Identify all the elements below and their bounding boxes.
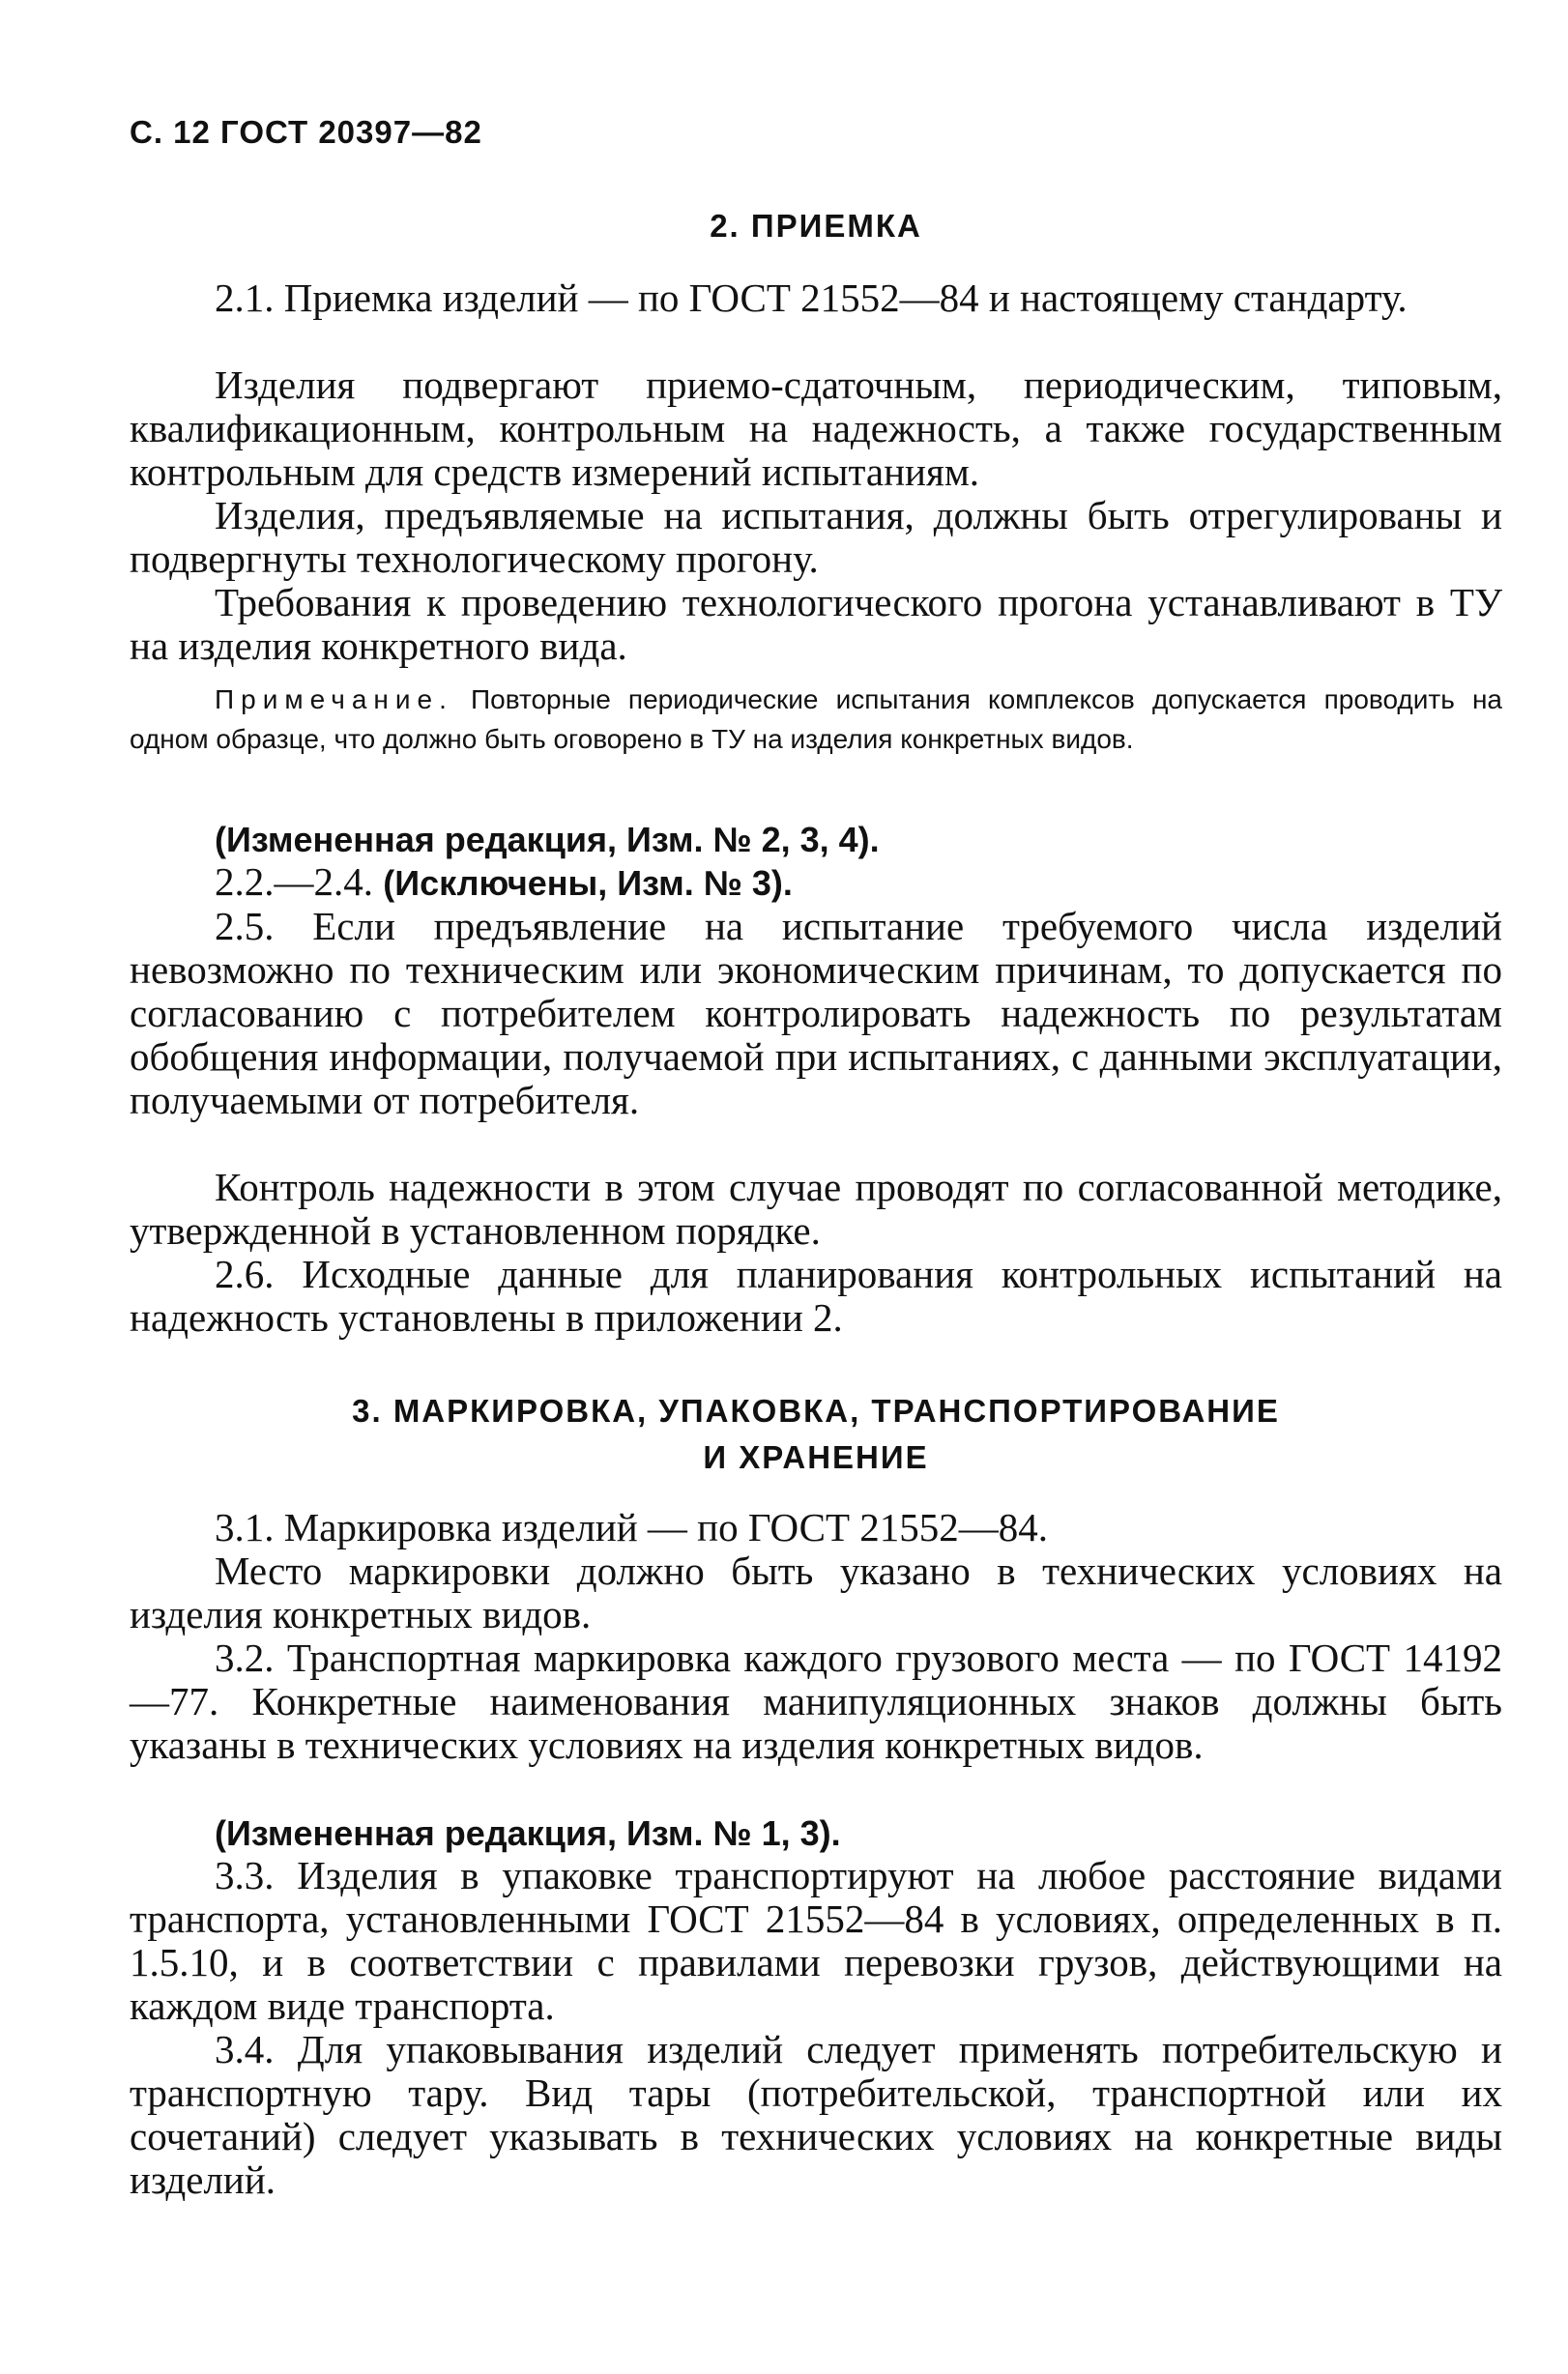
note-text: Повторные периодические испытания комплексов допускается проводить на одном образце, что должно быть оговорено в ТУ на изделия конкретных видов. — [130, 684, 1502, 754]
note-block — [130, 680, 1502, 759]
paragraph-2-5-method: Контроль надежности в этом случае проводят по согласованной методике, утвержденной в установленном порядке. — [130, 1165, 1502, 1253]
paragraph-3-3: 3.3. Изделия в упаковке транспортируют на любое расстояние видами транспорта, установленными ГОСТ 21552—84 в условиях, определенных в п. 1.5.10, и в соответствии с правилами перевозки грузов, действующими на каждом виде транспорта. — [130, 1853, 1502, 2028]
amended-note-1: (Измененная редакция, Изм. № 2, 3, 4). — [215, 820, 880, 859]
paragraph-2-1-adjust: Изделия, предъявляемые на испытания, должны быть отрегулированы и подвергнуты технологическому прогону. — [130, 493, 1502, 581]
paragraph-number: 2.2.—2.4. — [215, 859, 373, 904]
paragraph-2-1: 2.1. Приемка изделий — по ГОСТ 21552—84 и настоящему стандарту. — [215, 275, 1408, 320]
section-3-title-line-2: И ХРАНЕНИЕ — [703, 1439, 929, 1475]
paragraph-3-1: 3.1. Маркировка изделий — по ГОСТ 21552—84. — [215, 1505, 1049, 1549]
section-3-title-line-1: 3. МАРКИРОВКА, УПАКОВКА, ТРАНСПОРТИРОВАНИЕ — [352, 1393, 1280, 1429]
paragraph-3-1-location: Место маркировки должно быть указано в технических условиях на изделия конкретных видов. — [130, 1549, 1502, 1636]
paragraph-2-5: 2.5. Если предъявление на испытание требуемого числа изделий невозможно по техническим или экономическим причинам, то допускается по согласованию с потребителем контролировать надежность по результатам обобщения информации, получаемой при испытаниях, с данными эксплуатации, получаемыми от потребителя. — [130, 904, 1502, 1122]
note-label: Примечание. — [215, 684, 453, 714]
paragraph-2-1-tests: Изделия подвергают приемо-сдаточным, периодическим, типовым, квалификационным, контрольным на надежность, а также государственным контрольным для средств измерений испытаниям. — [130, 362, 1502, 494]
amended-note-2: (Измененная редакция, Изм. № 1, 3). — [215, 1813, 841, 1853]
paragraph-2-6: 2.6. Исходные данные для планирования контрольных испытаний на надежность установлены в приложении 2. — [130, 1252, 1502, 1340]
paragraph-2-2-2-4 — [130, 860, 1502, 905]
paragraph-3-2: 3.2. Транспортная маркировка каждого грузового места — по ГОСТ 14192—77. Конкретные наименования манипуляционных знаков должны быть указаны в технических условиях на изделия конкретных видов. — [130, 1636, 1502, 1767]
paragraph-2-1-burn-in: Требования к проведению технологического прогона устанавливают в ТУ на изделия конкретного вида. — [130, 580, 1502, 668]
paragraph-3-4: 3.4. Для упаковывания изделий следует применять потребительскую и транспортную тару. Вид тары (потребительской, транспортной или их сочетаний) следует указывать в технических условиях на конкретные виды изделий. — [130, 2027, 1502, 2202]
section-2-title: 2. ПРИЕМКА — [710, 208, 922, 244]
excluded-note: (Исключены, Изм. № 3). — [383, 863, 793, 903]
page-header: С. 12 ГОСТ 20397—82 — [130, 114, 482, 150]
